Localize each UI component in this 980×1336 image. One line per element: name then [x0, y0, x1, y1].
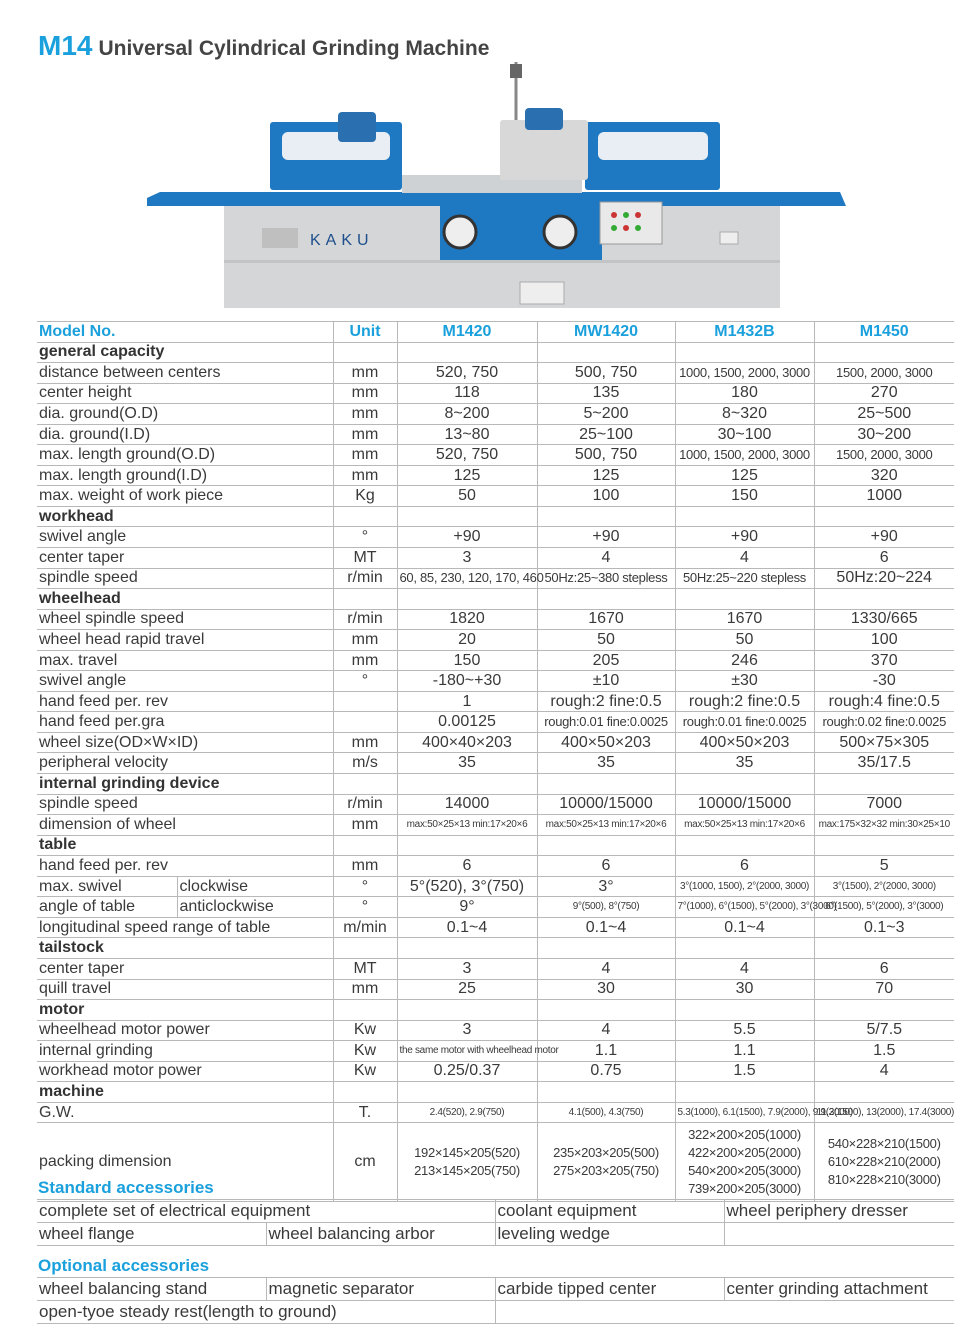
cell: 125 [675, 465, 814, 486]
cell: max:50×25×13 min:17×20×6 [675, 815, 814, 836]
section-workhead: workhead [39, 507, 114, 525]
row-unit: mm [333, 445, 397, 466]
table-row [37, 486, 954, 507]
cell: ±30 [675, 671, 814, 692]
cell: 1000, 1500, 2000, 3000 [675, 363, 814, 384]
cell: 100 [814, 630, 954, 651]
table-row [37, 917, 954, 938]
cell: 0.75 [537, 1061, 675, 1082]
pack-line: 192×145×205(520) [414, 1145, 520, 1161]
cell: 5.5 [675, 1020, 814, 1041]
page-title [38, 30, 489, 62]
cell: 1 [397, 691, 537, 712]
cell: 7°(1000), 6°(1500), 5°(2000), 3°(3000) [675, 897, 814, 918]
cell: 5°(520), 3°(750) [397, 876, 537, 897]
row-label: G.W. [39, 1103, 75, 1121]
row-label: hand feed per.gra [39, 713, 165, 731]
col-model-no: Model No. [39, 322, 116, 340]
row-label: internal grinding [39, 1041, 153, 1059]
row-label: swivel angle [39, 528, 127, 546]
cell: 6 [537, 856, 675, 877]
cell: 4 [675, 958, 814, 979]
table-row [37, 1061, 954, 1082]
cell: 6 [675, 856, 814, 877]
table-row [37, 465, 954, 486]
accessory-item: leveling wedge [495, 1223, 724, 1246]
row-unit [333, 712, 397, 733]
row-unit: MT [333, 958, 397, 979]
row-sublabel: clockwise [177, 876, 333, 897]
table-row [37, 876, 954, 897]
row-label: center taper [39, 959, 125, 977]
cell: 20 [397, 630, 537, 651]
table-row [37, 650, 954, 671]
table-row [37, 568, 954, 589]
table-row [37, 630, 954, 651]
table-row [37, 445, 954, 466]
cell: 400×50×203 [537, 732, 675, 753]
spec-table [37, 321, 954, 1202]
accessory-item-empty [724, 1223, 954, 1246]
cell: 11.2(1500), 13(2000), 17.4(3000) [814, 1102, 954, 1123]
col-m1450: M1450 [814, 322, 954, 343]
cell: 6 [397, 856, 537, 877]
cell: 320 [814, 465, 954, 486]
cell: rough:0.01 fine:0.0025 [537, 712, 675, 733]
cell: 135 [537, 383, 675, 404]
cell: 6 [814, 548, 954, 569]
section-internal: internal grinding device [39, 774, 220, 792]
row-label: wheel spindle speed [39, 610, 184, 628]
row-label: hand feed per. rev [39, 692, 168, 710]
row-unit: mm [333, 424, 397, 445]
cell: 6°(1500), 5°(2000), 3°(3000) [814, 897, 954, 918]
table-row [37, 815, 954, 836]
cell: +90 [814, 527, 954, 548]
cell: 1000 [814, 486, 954, 507]
table-row [37, 1301, 954, 1324]
optional-accessories-title: Optional accessories [38, 1256, 210, 1275]
table-row [37, 794, 954, 815]
cell: 3 [397, 958, 537, 979]
row-label: center height [39, 384, 132, 402]
row-label: swivel angle [39, 672, 127, 690]
cell: +90 [397, 527, 537, 548]
row-unit: ° [333, 897, 397, 918]
section-general: general capacity [39, 343, 165, 361]
cell: 1670 [537, 609, 675, 630]
cell: the same motor with wheelhead motor [397, 1041, 537, 1062]
cell: +90 [675, 527, 814, 548]
row-unit: mm [333, 732, 397, 753]
cell: 35 [537, 753, 675, 774]
cell: 1670 [675, 609, 814, 630]
cell: 4 [537, 1020, 675, 1041]
cell: 4 [814, 1061, 954, 1082]
section-motor: motor [39, 1000, 85, 1018]
pack-line: 213×145×205(750) [414, 1163, 520, 1179]
brand-label: KAKU [310, 232, 374, 249]
table-row [37, 548, 954, 569]
cell: 60, 85, 230, 120, 170, 460 [397, 568, 537, 589]
cell: 3° [537, 876, 675, 897]
cell: 10000/15000 [537, 794, 675, 815]
section-row [37, 1082, 954, 1103]
machine-photo [140, 60, 850, 315]
cell: 8~320 [675, 404, 814, 425]
row-unit: mm [333, 404, 397, 425]
cell: rough:0.01 fine:0.0025 [675, 712, 814, 733]
cell: 7000 [814, 794, 954, 815]
accessory-item: wheel periphery dresser [724, 1200, 954, 1223]
cell-packing [814, 1123, 954, 1202]
row-unit: mm [333, 465, 397, 486]
section-row [37, 342, 954, 363]
section-row [37, 835, 954, 856]
cell: 5.3(1000), 6.1(1500), 7.9(2000), 9.9(3000) [675, 1102, 814, 1123]
cell: 4 [675, 548, 814, 569]
standard-accessories-title: Standard accessories [38, 1178, 214, 1197]
machine-table [147, 192, 846, 206]
standard-accessories-table [37, 1199, 954, 1246]
cell: 6 [814, 958, 954, 979]
cell: 400×50×203 [675, 732, 814, 753]
table-row [37, 609, 954, 630]
accessory-item-empty [495, 1301, 954, 1324]
cell: 1330/665 [814, 609, 954, 630]
cell: 500×75×305 [814, 732, 954, 753]
table-row [37, 1102, 954, 1123]
row-label: max. length ground(O.D) [39, 446, 216, 464]
cell: 100 [537, 486, 675, 507]
table-row [37, 856, 954, 877]
cell: 400×40×203 [397, 732, 537, 753]
cell: 13~80 [397, 424, 537, 445]
row-unit: mm [333, 815, 397, 836]
pack-line: 810×228×210(3000) [827, 1172, 941, 1188]
cell: 125 [397, 465, 537, 486]
cell: rough:0.02 fine:0.0025 [814, 712, 954, 733]
row-label: hand feed per. rev [39, 856, 168, 874]
cell: 50Hz:25~380 stepless [537, 568, 675, 589]
cell: 125 [537, 465, 675, 486]
row-label: spindle speed [39, 795, 138, 813]
row-label: wheel head rapid travel [39, 630, 205, 648]
cell: 8~200 [397, 404, 537, 425]
table-row [37, 732, 954, 753]
cell: 9°(500), 8°(750) [537, 897, 675, 918]
row-unit: Kw [333, 1020, 397, 1041]
cell: 3°(1500), 2°(2000, 3000) [814, 876, 954, 897]
table-row [37, 979, 954, 1000]
cell: 4.1(500), 4.3(750) [537, 1102, 675, 1123]
section-tailstock: tailstock [39, 939, 104, 957]
row-unit: MT [333, 548, 397, 569]
cell: max:50×25×13 min:17×20×6 [397, 815, 537, 836]
cell: 35 [397, 753, 537, 774]
cell: 0.1~4 [675, 917, 814, 938]
cell-packing [675, 1123, 814, 1202]
row-sublabel: anticlockwise [177, 897, 333, 918]
cell: 1000, 1500, 2000, 3000 [675, 445, 814, 466]
row-unit: r/min [333, 568, 397, 589]
table-row [37, 897, 954, 918]
accessory-item: center grinding attachment [724, 1278, 954, 1301]
cell: 5~200 [537, 404, 675, 425]
table-row [37, 1200, 954, 1223]
cell: -30 [814, 671, 954, 692]
col-unit: Unit [333, 322, 397, 343]
cell: 270 [814, 383, 954, 404]
row-label: dia. ground(I.D) [39, 425, 151, 443]
row-label: max. travel [39, 651, 118, 669]
cell: 0.1~4 [537, 917, 675, 938]
cell: 30~200 [814, 424, 954, 445]
cell: 500, 750 [537, 445, 675, 466]
cell: 3 [397, 548, 537, 569]
accessory-item: wheel balancing stand [37, 1278, 266, 1301]
row-unit: mm [333, 979, 397, 1000]
table-row [37, 958, 954, 979]
cell: 4 [537, 958, 675, 979]
pack-line: 422×200×205(2000) [688, 1145, 801, 1161]
row-label: max. length ground(I.D) [39, 466, 208, 484]
section-row [37, 1000, 954, 1021]
table-row [37, 383, 954, 404]
cell: 35/17.5 [814, 753, 954, 774]
row-unit: ° [333, 876, 397, 897]
accessory-item: coolant equipment [495, 1200, 724, 1223]
cell: 70 [814, 979, 954, 1000]
cell: 0.25/0.37 [397, 1061, 537, 1082]
row-label: workhead motor power [39, 1062, 202, 1080]
cell: 0.1~4 [397, 917, 537, 938]
cell: 1500, 2000, 3000 [814, 445, 954, 466]
pack-line: 540×228×210(1500) [827, 1136, 941, 1152]
row-unit: cm [333, 1123, 397, 1202]
table-row [37, 1041, 954, 1062]
table-row [37, 404, 954, 425]
row-unit: Kw [333, 1041, 397, 1062]
row-label: wheelhead motor power [39, 1021, 210, 1039]
cell: rough:4 fine:0.5 [814, 691, 954, 712]
col-mw1420: MW1420 [537, 322, 675, 343]
table-row [37, 712, 954, 733]
row-label: max. swivel [39, 877, 122, 895]
cell: 50Hz:25~220 stepless [675, 568, 814, 589]
section-row [37, 938, 954, 959]
row-unit [333, 691, 397, 712]
row-unit: mm [333, 856, 397, 877]
pack-line: 540×200×205(3000) [688, 1163, 801, 1179]
section-row [37, 774, 954, 795]
table-row [37, 1278, 954, 1301]
cell: 118 [397, 383, 537, 404]
cell: 1820 [397, 609, 537, 630]
accessory-item: complete set of electrical equipment [37, 1200, 495, 1223]
row-label: quill travel [39, 980, 112, 998]
cell: 1.5 [675, 1061, 814, 1082]
cell: 3 [397, 1020, 537, 1041]
section-wheelhead: wheelhead [39, 589, 121, 607]
row-unit: T. [333, 1102, 397, 1123]
cell: 50 [675, 630, 814, 651]
model-code: M14 [38, 30, 93, 61]
cell: 246 [675, 650, 814, 671]
cell: 9° [397, 897, 537, 918]
row-label: dia. ground(O.D) [39, 404, 159, 422]
row-unit: mm [333, 650, 397, 671]
table-row [37, 363, 954, 384]
cell: 180 [675, 383, 814, 404]
cell: 50 [397, 486, 537, 507]
cell: 3°(1000, 1500), 2°(2000, 3000) [675, 876, 814, 897]
cell: 1.1 [675, 1041, 814, 1062]
cell: 370 [814, 650, 954, 671]
cell: 30~100 [675, 424, 814, 445]
accessory-item: wheel balancing arbor [266, 1223, 495, 1246]
cell: max:175×32×32 min:30×25×10 [814, 815, 954, 836]
cell: 50Hz:20~224 [814, 568, 954, 589]
cell: 25~500 [814, 404, 954, 425]
table-row [37, 1020, 954, 1041]
accessory-item: carbide tipped center [495, 1278, 724, 1301]
cell: 150 [675, 486, 814, 507]
cell: 150 [397, 650, 537, 671]
cell: 0.00125 [397, 712, 537, 733]
row-label: angle of table [39, 898, 136, 916]
cell-packing [537, 1123, 675, 1202]
row-label: dimension of wheel [39, 815, 176, 833]
cell: 205 [537, 650, 675, 671]
cell: 35 [675, 753, 814, 774]
pack-line: 610×228×210(2000) [827, 1154, 941, 1170]
optional-accessories-table [37, 1277, 954, 1324]
row-unit: mm [333, 630, 397, 651]
cell: 0.1~3 [814, 917, 954, 938]
cell: 1.5 [814, 1041, 954, 1062]
row-unit: mm [333, 383, 397, 404]
machine-name: Universal Cylindrical Grinding Machine [98, 37, 490, 60]
accessory-item: wheel flange [37, 1223, 266, 1246]
cell: 50 [537, 630, 675, 651]
cell: 520, 750 [397, 363, 537, 384]
col-m1432b: M1432B [675, 322, 814, 343]
pack-line: 322×200×205(1000) [688, 1127, 801, 1143]
table-row [37, 424, 954, 445]
table-row [37, 1223, 954, 1246]
cell: max:50×25×13 min:17×20×6 [537, 815, 675, 836]
pack-line: 235×203×205(500) [553, 1145, 659, 1161]
row-unit: r/min [333, 794, 397, 815]
cell: +90 [537, 527, 675, 548]
row-unit: m/s [333, 753, 397, 774]
section-row [37, 589, 954, 610]
cell: 2.4(520), 2.9(750) [397, 1102, 537, 1123]
row-label: peripheral velocity [39, 754, 168, 772]
cell: ±10 [537, 671, 675, 692]
cell: 25~100 [537, 424, 675, 445]
cell: -180~+30 [397, 671, 537, 692]
col-m1420: M1420 [397, 322, 537, 343]
cell: rough:2 fine:0.5 [537, 691, 675, 712]
section-table: table [39, 836, 77, 854]
cell: 1500, 2000, 3000 [814, 363, 954, 384]
row-label: wheel size(OD×W×ID) [39, 733, 199, 751]
row-unit: r/min [333, 609, 397, 630]
cell: 500, 750 [537, 363, 675, 384]
cell: 5 [814, 856, 954, 877]
row-label: packing dimension [39, 1153, 172, 1171]
cell: 30 [675, 979, 814, 1000]
cell: 25 [397, 979, 537, 1000]
section-machine: machine [39, 1083, 104, 1100]
pack-line: 739×200×205(3000) [688, 1181, 801, 1197]
row-unit: ° [333, 527, 397, 548]
cell: rough:2 fine:0.5 [675, 691, 814, 712]
section-row [37, 506, 954, 527]
table-row [37, 691, 954, 712]
accessory-item: open-tyoe steady rest(length to ground) [37, 1301, 495, 1324]
cell: 4 [537, 548, 675, 569]
row-label: max. weight of work piece [39, 487, 224, 505]
row-unit: m/min [333, 917, 397, 938]
cell: 14000 [397, 794, 537, 815]
table-header-row [37, 322, 954, 343]
cell: 30 [537, 979, 675, 1000]
cell: 10000/15000 [675, 794, 814, 815]
table-row [37, 527, 954, 548]
table-row [37, 671, 954, 692]
row-unit: Kw [333, 1061, 397, 1082]
row-unit: ° [333, 671, 397, 692]
row-label: center taper [39, 548, 125, 566]
table-row [37, 753, 954, 774]
row-unit: mm [333, 363, 397, 384]
row-label: longitudinal speed range of table [39, 918, 271, 936]
row-label: distance between centers [39, 363, 221, 381]
row-unit: Kg [333, 486, 397, 507]
cell-packing [397, 1123, 537, 1202]
cell: 1.1 [537, 1041, 675, 1062]
pack-line: 275×203×205(750) [553, 1163, 659, 1179]
accessory-item: magnetic separator [266, 1278, 495, 1301]
row-label: spindle speed [39, 569, 138, 587]
cell: 520, 750 [397, 445, 537, 466]
cell: 5/7.5 [814, 1020, 954, 1041]
